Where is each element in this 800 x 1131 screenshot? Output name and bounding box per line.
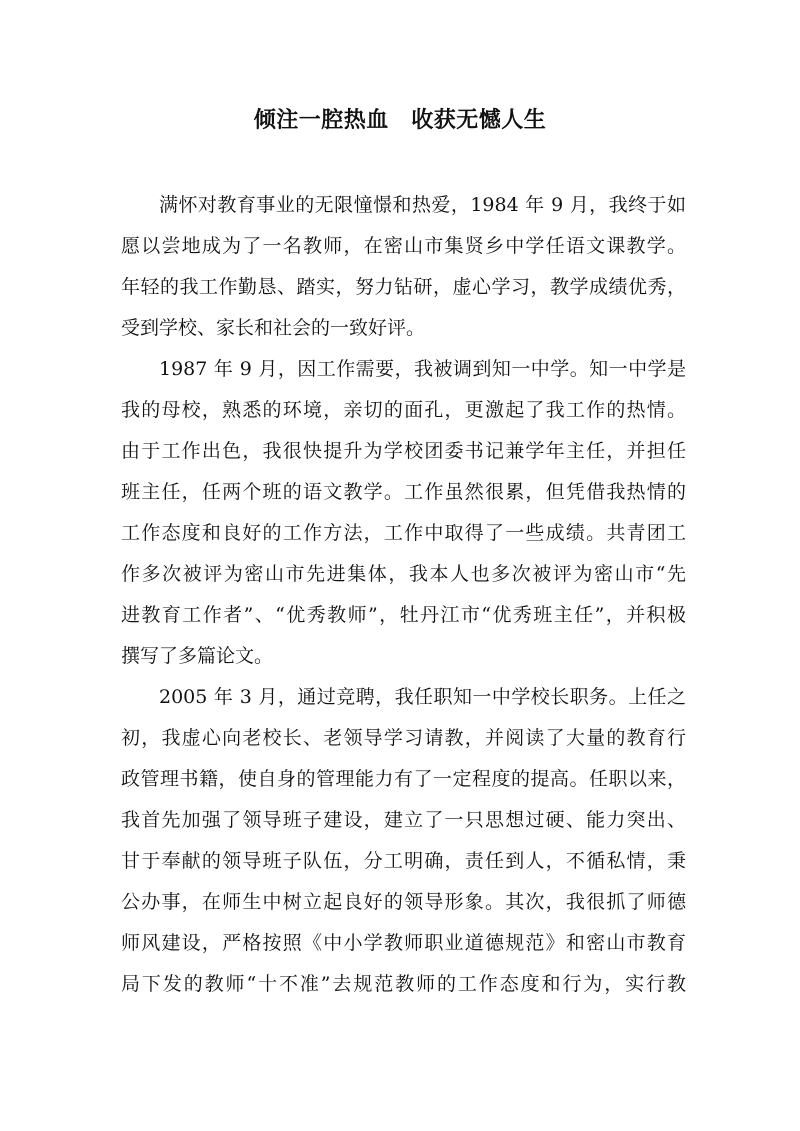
paragraph bbox=[121, 682, 686, 1010]
text-line: 我首先加强了领导班子建设，建立了一只思想过硬、能力突出、 bbox=[121, 809, 686, 831]
text-line: 年轻的我工作勤恳、踏实，努力钻研，虚心学习，教学成绩优秀， bbox=[121, 276, 686, 298]
text-line: 公办事，在师生中树立起良好的领导形象。其次，我很抓了师德 bbox=[121, 891, 686, 913]
text-line: 班主任，任两个班的语文教学。工作虽然很累，但凭借我热情的 bbox=[121, 481, 686, 503]
document-body bbox=[121, 190, 686, 1010]
text-line: 局下发的教师“十不准”去规范教师的工作态度和行为，实行教 bbox=[121, 973, 686, 995]
text-line: 由于工作出色，我很快提升为学校团委书记兼学年主任，并担任 bbox=[121, 440, 686, 462]
text-line: 满怀对教育事业的无限憧憬和热爱，1984 年 9 月，我终于如 bbox=[159, 194, 686, 216]
text-line: 受到学校、家长和社会的一致好评。 bbox=[121, 317, 426, 339]
text-line: 工作态度和良好的工作方法，工作中取得了一些成绩。共青团工 bbox=[121, 522, 686, 544]
text-line: 甘于奉献的领导班子队伍，分工明确，责任到人，不循私情，秉 bbox=[121, 850, 686, 872]
text-line: 政管理书籍，使自身的管理能力有了一定程度的提高。任职以来， bbox=[121, 768, 686, 790]
text-line: 1987 年 9 月，因工作需要，我被调到知一中学。知一中学是 bbox=[159, 358, 686, 380]
text-line: 2005 年 3 月，通过竞聘，我任职知一中学校长职务。上任之 bbox=[159, 686, 686, 708]
paragraph bbox=[121, 190, 686, 354]
text-line: 初，我虚心向老校长、老领导学习请教，并阅读了大量的教育行 bbox=[121, 727, 686, 749]
text-line: 师风建设，严格按照《中小学教师职业道德规范》和密山市教育 bbox=[121, 932, 686, 954]
text-line: 我的母校，熟悉的环境，亲切的面孔，更激起了我工作的热情。 bbox=[121, 399, 686, 421]
text-line: 撰写了多篇论文。 bbox=[121, 645, 274, 667]
text-line: 进教育工作者”、“优秀教师”，牡丹江市“优秀班主任”，并积极 bbox=[121, 604, 686, 626]
paragraph bbox=[121, 354, 686, 682]
text-line: 愿以尝地成为了一名教师，在密山市集贤乡中学任语文课教学。 bbox=[121, 235, 686, 257]
document-title: 倾注一腔热血 收获无憾人生 bbox=[253, 107, 547, 133]
text-line: 作多次被评为密山市先进集体，我本人也多次被评为密山市“先 bbox=[121, 563, 686, 585]
